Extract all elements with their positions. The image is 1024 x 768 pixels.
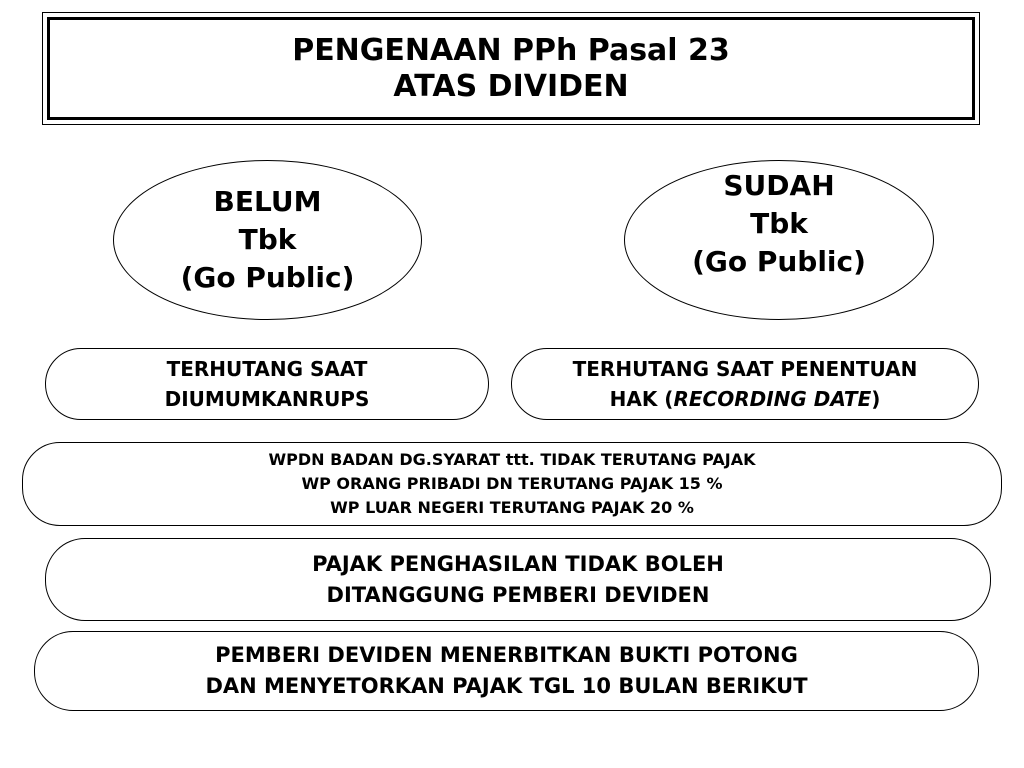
title-box <box>42 12 980 125</box>
node-sudah-line-2: Tbk <box>750 207 808 240</box>
node-terhutang-rups-line-1: TERHUTANG SAAT <box>166 357 368 381</box>
node-sudah-line-1: SUDAH <box>723 169 835 202</box>
node-terhutang-rups <box>45 348 489 420</box>
node-sudah-tbk <box>624 160 934 320</box>
rates-line-3: WP LUAR NEGERI TERUTANG PAJAK 20 % <box>330 498 694 517</box>
withholding-line-1: PEMBERI DEVIDEN MENERBITKAN BUKTI POTONG <box>215 643 798 667</box>
rates-line-2: WP ORANG PRIBADI DN TERUTANG PAJAK 15 % <box>301 474 723 493</box>
node-belum-line-1: BELUM <box>213 185 322 218</box>
node-recording-line-2 <box>610 384 881 414</box>
borne-line-2: DITANGGUNG PEMBERI DEVIDEN <box>326 582 710 607</box>
borne-line-1: PAJAK PENGHASILAN TIDAK BOLEH <box>312 551 724 576</box>
withholding-line-2: DAN MENYETORKAN PAJAK TGL 10 BULAN BERIKUT <box>205 674 808 698</box>
node-terhutang-recording-date <box>511 348 979 420</box>
node-belum-line-2: Tbk <box>238 223 297 256</box>
node-terhutang-rups-line-2: DIUMUMKANRUPS <box>164 387 370 411</box>
node-recording-italic: RECORDING DATE <box>673 387 872 411</box>
node-belum-tbk <box>113 160 422 320</box>
node-recording-suffix: ) <box>871 387 881 411</box>
rates-box <box>22 442 1002 526</box>
node-recording-line-1: TERHUTANG SAAT PENENTUAN <box>572 357 918 381</box>
node-recording-prefix: HAK ( <box>609 387 674 411</box>
node-belum-line-3: (Go Public) <box>180 261 355 294</box>
title-frame <box>47 17 975 120</box>
node-sudah-line-3: (Go Public) <box>692 245 866 278</box>
title-line-2: ATAS DIVIDEN <box>393 68 629 104</box>
title-line-1: PENGENAAN PPh Pasal 23 <box>292 32 730 68</box>
borne-box <box>45 538 991 621</box>
rates-line-1: WPDN BADAN DG.SYARAT ttt. TIDAK TERUTANG PAJAK <box>268 450 756 469</box>
withholding-box <box>34 631 979 711</box>
